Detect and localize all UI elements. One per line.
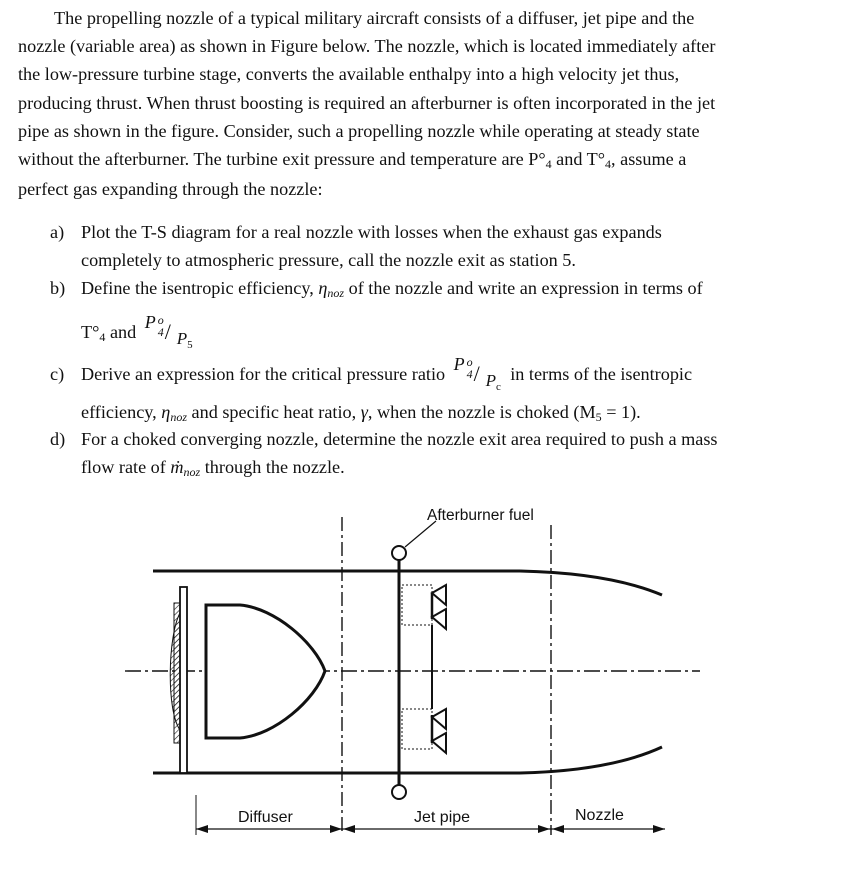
turbine-hatch-bar [174, 603, 180, 743]
intro-line: producing thrust. When thrust boosting is required an afterburner is often incorporated in the jet [18, 92, 716, 113]
jetpipe-label: Jet pipe [414, 809, 471, 826]
diffuser-label: Diffuser [238, 809, 293, 826]
question-a [50, 218, 840, 274]
critical-pressure-ratio-fraction: P o 4 / $P_c$ [453, 354, 501, 393]
question-label: c) [50, 364, 65, 384]
flame-holder-upper [402, 585, 446, 629]
intro-line: without the afterburner. The turbine exit pressure and temperature are P°4 and T°4, assume a [18, 149, 687, 172]
nozzle-bottom-contour [520, 747, 662, 773]
fuel-inlet-top [392, 546, 406, 560]
question-text: flow rate of ṁnoz through the nozzle. [81, 457, 345, 479]
question-text: Plot the T-S diagram for a real nozzle with losses when the exhaust gas expands [81, 222, 662, 242]
intro-line: perfect gas expanding through the nozzle: [18, 179, 323, 200]
question-c [50, 354, 840, 430]
turbine-flange [180, 587, 187, 773]
fuel-inlet-bottom [392, 785, 406, 799]
question-b [50, 274, 840, 351]
question-text: T°4 and P o 4 / $P_5$ [81, 318, 841, 348]
nozzle-top-contour [520, 571, 662, 595]
afterburner-leader-line [405, 521, 436, 547]
question-label: a) [50, 222, 65, 242]
intro-line: pipe as shown in the figure. Consider, such a propelling nozzle while operating at steady state [18, 120, 700, 141]
intro-line: nozzle (variable area) as shown in Figure below. The nozzle, which is located immediately after [18, 36, 716, 57]
flame-holder-lower [402, 709, 446, 753]
diffuser-cone [206, 605, 325, 738]
question-text: efficiency, ηnoz and specific heat ratio, γ, when the nozzle is choked (M5 = 1). [81, 402, 641, 424]
question-text: Define the isentropic efficiency, ηnoz of the nozzle and write an expression in terms of [81, 278, 703, 300]
question-label: d) [50, 429, 66, 449]
nozzle-figure [0, 495, 859, 872]
nozzle-label: Nozzle [575, 807, 624, 824]
pressure-ratio-fraction: P o 4 / $P_5$ [144, 312, 193, 351]
afterburner-label: Afterburner fuel [427, 507, 534, 524]
question-label: b) [50, 278, 66, 298]
question-text: Derive an expression for the critical pressure ratio P o 4 / $P_c$ in terms of the isentropic [81, 354, 693, 393]
intro-paragraph [18, 4, 836, 203]
question-text: completely to atmospheric pressure, call the nozzle exit as station 5. [81, 250, 576, 270]
intro-line: the low-pressure turbine stage, converts the available enthalpy into a high velocity jet thus, [18, 64, 680, 85]
question-text: For a choked converging nozzle, determine the nozzle exit area required to push a mass [81, 429, 718, 449]
question-d [50, 425, 840, 481]
intro-line: The propelling nozzle of a typical military aircraft consists of a diffuser, jet pipe and the [54, 8, 695, 28]
